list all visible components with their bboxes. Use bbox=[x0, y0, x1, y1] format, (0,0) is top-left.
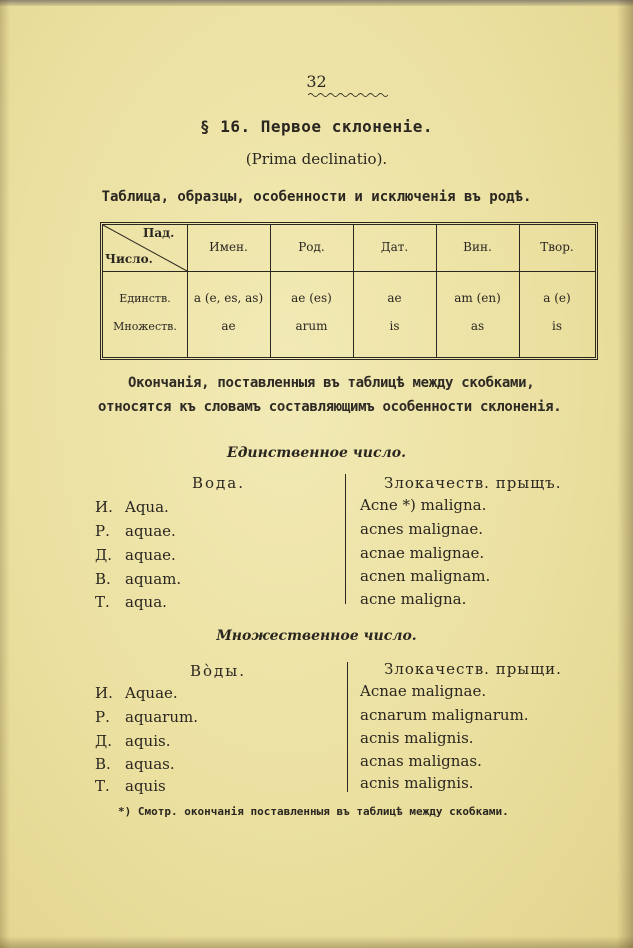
header-accusative: Вин. bbox=[463, 240, 492, 254]
page-edge-bottom bbox=[0, 936, 633, 948]
singular-case-2: Р. bbox=[95, 522, 110, 540]
footnote: *) Смотр. окончанія поставленныя въ таблицѣ между скобками. bbox=[118, 805, 509, 818]
cell-singular-ins: a (e) bbox=[543, 291, 571, 305]
header-instrumental: Твор. bbox=[540, 240, 574, 254]
singular-right-5: acne maligna. bbox=[360, 590, 467, 608]
page-number: 32 bbox=[306, 72, 327, 91]
singular-left-3: aquae. bbox=[125, 546, 176, 564]
singular-heading: Единственное число. bbox=[227, 445, 406, 461]
plural-left-3: aquis. bbox=[125, 732, 171, 750]
plural-right-1: Acnae malignae. bbox=[360, 682, 487, 700]
header-dative: Дат. bbox=[380, 240, 409, 254]
cell-plural-acc: as bbox=[470, 319, 485, 333]
plural-right-5: acnis malignis. bbox=[360, 774, 474, 792]
cell-singular-acc: am (en) bbox=[454, 291, 501, 305]
singular-case-5: Т. bbox=[95, 593, 110, 611]
row-label-singular: Единств. bbox=[119, 292, 171, 305]
plural-left-1: Aquae. bbox=[125, 684, 178, 702]
cell-plural-ins: is bbox=[552, 319, 562, 333]
plural-right-3: acnis malignis. bbox=[360, 729, 474, 747]
singular-right-1: Acne *) maligna. bbox=[360, 496, 487, 514]
plural-left-title: Вòды. bbox=[190, 662, 246, 680]
section-title: § 16. Первое склоненіе. bbox=[199, 117, 434, 136]
singular-left-title: Вода. bbox=[192, 474, 246, 492]
plural-right-title: Злокачеств. прыщи. bbox=[384, 660, 562, 678]
plural-heading: Множественное число. bbox=[216, 628, 417, 644]
plural-case-5: Т. bbox=[95, 777, 110, 795]
singular-case-1: И. bbox=[95, 498, 113, 516]
note-line-2: относятся къ словамъ составляющимъ особенности склоненія. bbox=[98, 399, 562, 415]
cell-plural-dat: is bbox=[389, 319, 400, 333]
latin-title: (Prima declinatio). bbox=[245, 150, 388, 168]
page-edge-top bbox=[0, 0, 633, 6]
declension-table bbox=[100, 222, 598, 360]
cell-plural-gen: arum bbox=[295, 319, 328, 333]
singular-case-3: Д. bbox=[95, 546, 112, 564]
plural-left-2: aquarum. bbox=[125, 708, 198, 726]
singular-left-5: aqua. bbox=[125, 593, 167, 611]
plural-case-3: Д. bbox=[95, 732, 112, 750]
ornament-squiggle bbox=[308, 92, 388, 98]
plural-case-2: Р. bbox=[95, 708, 110, 726]
plural-case-4: В. bbox=[95, 755, 111, 773]
cell-singular-gen: ae (es) bbox=[291, 291, 332, 305]
singular-right-4: acnen malignam. bbox=[360, 567, 491, 585]
plural-case-1: И. bbox=[95, 684, 113, 702]
corner-label-case: Пад. bbox=[143, 226, 175, 240]
table-caption: Таблица, образцы, особенности и исключенія въ родѣ. bbox=[101, 189, 532, 205]
page-edge-left bbox=[0, 0, 10, 948]
singular-right-3: acnae malignae. bbox=[360, 544, 485, 562]
plural-left-4: aquas. bbox=[125, 755, 175, 773]
singular-case-4: В. bbox=[95, 570, 111, 588]
header-nominative: Имен. bbox=[209, 240, 248, 254]
row-label-plural: Множеств. bbox=[113, 320, 177, 333]
plural-left-5: aquis bbox=[125, 777, 166, 795]
header-genitive: Род. bbox=[298, 240, 325, 254]
plural-divider bbox=[347, 662, 348, 792]
singular-right-2: acnes malignae. bbox=[360, 520, 483, 538]
page-edge-right bbox=[617, 0, 633, 948]
singular-right-title: Злокачеств. прыщъ. bbox=[384, 474, 562, 492]
singular-left-1: Aqua. bbox=[125, 498, 169, 516]
note-line-1: Окончанія, поставленныя въ таблицѣ между скобками, bbox=[128, 375, 535, 391]
plural-right-2: acnarum malignarum. bbox=[360, 706, 529, 724]
singular-left-2: aquae. bbox=[125, 522, 176, 540]
cell-singular-nom: a (e, es, as) bbox=[193, 291, 264, 305]
singular-left-4: aquam. bbox=[125, 570, 182, 588]
corner-label-number: Число. bbox=[105, 252, 153, 266]
singular-divider bbox=[345, 474, 346, 604]
plural-right-4: acnas malignas. bbox=[360, 752, 482, 770]
cell-singular-dat: ae bbox=[387, 291, 402, 305]
cell-plural-nom: ae bbox=[221, 319, 236, 333]
